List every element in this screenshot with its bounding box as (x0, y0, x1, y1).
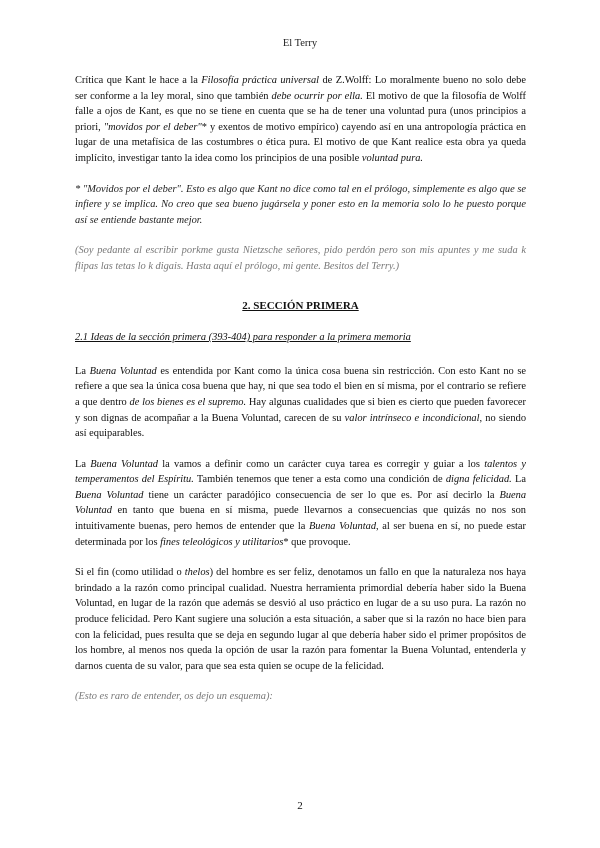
page-number: 2 (297, 800, 303, 812)
body-text (75, 73, 526, 720)
paragraph-buena-voluntad-character: La Buena Voluntad la vamos a definir como un carácter cuya tarea es corregir y guiar a los talentos y temperamentos del Espíritu. También tenemos que tener a esta como una condición de digna felicidad. La Buena Voluntad tiene un carácter paradójico consecuencia de ser lo que es. Por así decirlo la Buena Voluntad en tanto que buena en sí misma, puede llevarnos a consecuencias que quizás no nos son intuitivamente buenas, pero hemos de entender que la Buena Voluntad, al ser buena en sí, no puede estar determinada por los fines teleológicos y utilitarios* que provoque. (75, 458, 527, 548)
paragraph-wolff-critique: Crítica que Kant le hace a la Filosofía práctica universal de Z.Wolff: Lo moralmente bueno no solo debe ser conforme a la ley moral, sino que también debe ocurrir por ella. El motivo de que la filosofía de Wolff falle a ojos de Kant, es que no se tiene en cuenta que se ha de tener una voluntad pura (unos principios a priori, "movidos por el deber"* y exentos de motivo empírico) cayendo así en una antropología práctica en lugar de una metafísica de las costumbres o ética pura. El motivo de que Kant realice esta obra ya queda implícito, investigar tanto la idea como los principios de una posible voluntad pura. (75, 75, 526, 164)
paragraph-reason-and-happiness: Si el fin (como utilidad o thelos) del hombre es ser feliz, denotamos un fallo en que la naturaleza nos haya brindado a la razón como principal cualidad. Nuestra herramienta primordial debería haber sido la Buena Voluntad, en lugar de la razón que además se desvió al uso práctico en lugar de a su uso pura. La razón no produce felicidad. Pero Kant sugiere una solución a esta situación, a saber que si la razón no hace bien para con la felicidad, pues resulta que se deja en segundo lugar al que debería haber sido el primer propósitos de los hombre, al menos nos queda la opción de usar la razón para fomentar la Buena Voluntad, entenderla y darnos cuenta de su valor, para que sea esta quien se ocupe de la felicidad. (75, 567, 527, 672)
running-header: El Terry (282, 38, 318, 49)
paragraph-buena-voluntad-definition: La Buena Voluntad es entendida por Kant como la única cosa buena sin restricción. Con esto Kant no se refiere a que sea la única cosa buena que hay, ni que sea todo el bien en sí misma, por el contrario se refiere a que dentro de los bienes es el supremo. Hay algunas cualidades que si bien es cierto que pueden favorecer y son dignas de acompañar a la Buena Voluntad, carecen de su valor intrínseco e incondicional, no siendo así equiparables. (75, 365, 527, 440)
section-heading: 2. SECCIÓN PRIMERA (242, 299, 359, 312)
scheme-note: (Esto es raro de entender, os dejo un esquema): (75, 691, 273, 703)
author-aside-note: (Soy pedante al escribir porkme gusta Nietzsche señores, pido perdón pero son mis apuntes y me suda k flipas las tetas lo k digais. Hasta aquí el prólogo, mi gente. Besitos del Terry.) (75, 245, 526, 272)
footnote-movidos-por-el-deber: * "Movidos por el deber". Esto es algo que Kant no dice como tal en el prólogo, simplemente es algo que se infiere y se implica. No creo que sea bueno jugársela y poner esto en la memoria solo lo he puesto porque así se entiende bastante mejor. (75, 183, 526, 226)
subsection-heading: 2.1 Ideas de la sección primera (393-404) para responder a la primera memoria (75, 332, 411, 344)
